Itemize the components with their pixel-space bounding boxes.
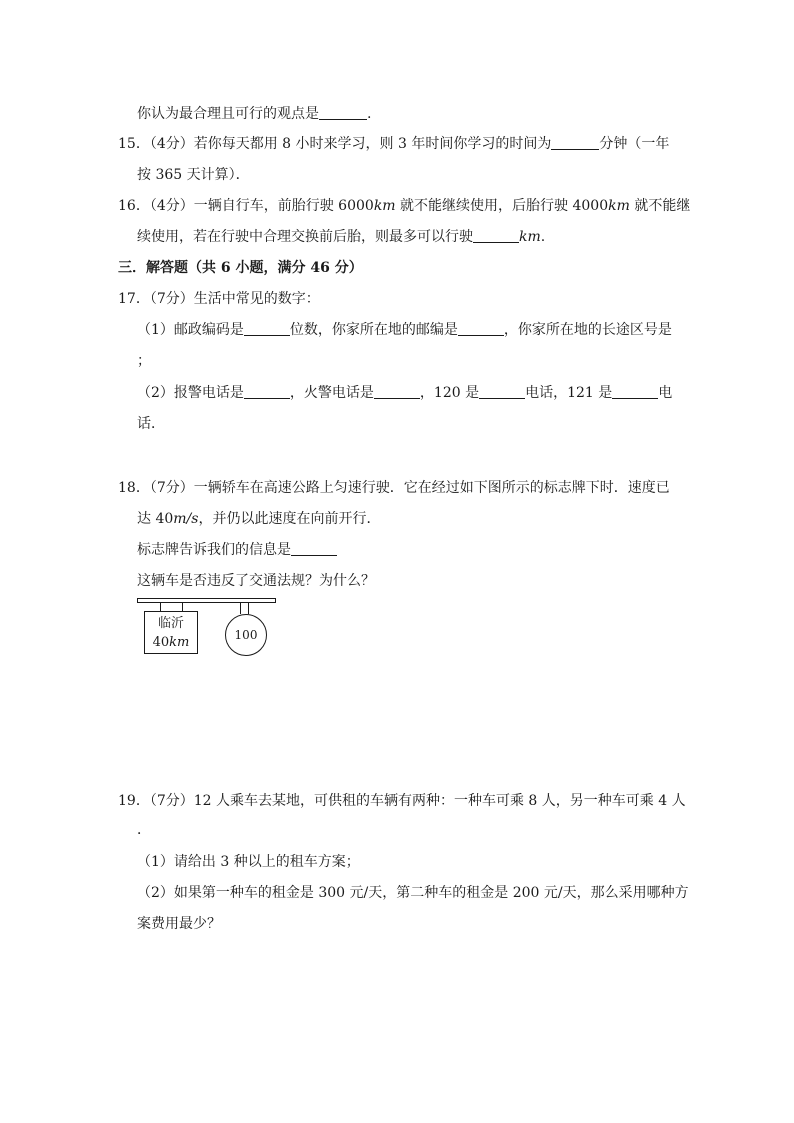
question-19-part1: （1）请给出 3 种以上的租车方案； [137, 854, 360, 870]
question-17-part2-end: 话． [137, 416, 165, 432]
q14-continuation: 你认为最合理且可行的观点是 . [137, 106, 372, 122]
answer-blank[interactable] [291, 541, 337, 556]
question-16: 16．（4分）一辆自行车，前胎行驶 6000km 就不能继续使用，后胎行驶 4000km 就不能继 [118, 198, 691, 214]
sign-post [240, 603, 241, 614]
sign-place: 临沂 [157, 616, 184, 631]
question-18: 18．（7分）一辆轿车在高速公路上匀速行驶．它在经过如下图所示的标志牌下时．速度已 [118, 480, 670, 496]
answer-blank[interactable] [479, 384, 525, 399]
question-17: 17．（7分）生活中常见的数字： [118, 291, 320, 307]
answer-blank[interactable] [374, 384, 420, 399]
question-18-line2: 达 40m/s，并仍以此速度在向前开行． [137, 511, 381, 527]
answer-blank[interactable] [473, 228, 519, 243]
sign-distance: 40km [152, 635, 190, 650]
sign-post [248, 603, 249, 614]
distance-sign [144, 611, 198, 654]
question-19: 19．（7分）12 人乘车去某地，可供租的车辆有两种：一种车可乘 8 人，另一种车可乘 4 人 [118, 793, 686, 809]
question-15-line2: 按 365 天计算）． [137, 167, 250, 183]
answer-blank[interactable] [244, 384, 290, 399]
section-heading: 三．解答题（共 6 小题，满分 46 分） [118, 260, 363, 276]
answer-blank[interactable] [612, 384, 658, 399]
question-18-line4: 这辆车是否违反了交通法规？为什么？ [137, 573, 375, 589]
answer-blank[interactable] [551, 135, 599, 150]
answer-blank[interactable] [319, 105, 367, 120]
answer-blank[interactable] [458, 321, 504, 336]
question-17-part1: （1）邮政编码是 位数，你家所在地的邮编是 ，你家所在地的长途区号是 [137, 322, 672, 338]
question-19-line2: ． [137, 822, 151, 838]
speed-limit-sign: 100 [225, 614, 267, 656]
question-19-part2-end: 案费用最少？ [137, 916, 221, 932]
question-18-line3: 标志牌告诉我们的信息是 [137, 540, 337, 560]
question-19-part2: （2）如果第一种车的租金是 300 元/天，第二种车的租金是 200 元/天，那么采用哪种方 [137, 885, 689, 901]
question-16-line2: 续使用，若在行驶中合理交换前后胎，则最多可以行驶 km. [137, 229, 546, 245]
sign-crossbar [137, 598, 276, 603]
question-17-part1-end: ； [137, 353, 151, 369]
answer-blank[interactable] [244, 321, 290, 336]
question-17-part2: （2）报警电话是 ，火警电话是 ，120 是 电话，121 是 电 [137, 385, 673, 401]
question-15: 15．（4分）若你每天都用 8 小时来学习，则 3 年时间你学习的时间为 分钟（一年 [118, 136, 670, 152]
